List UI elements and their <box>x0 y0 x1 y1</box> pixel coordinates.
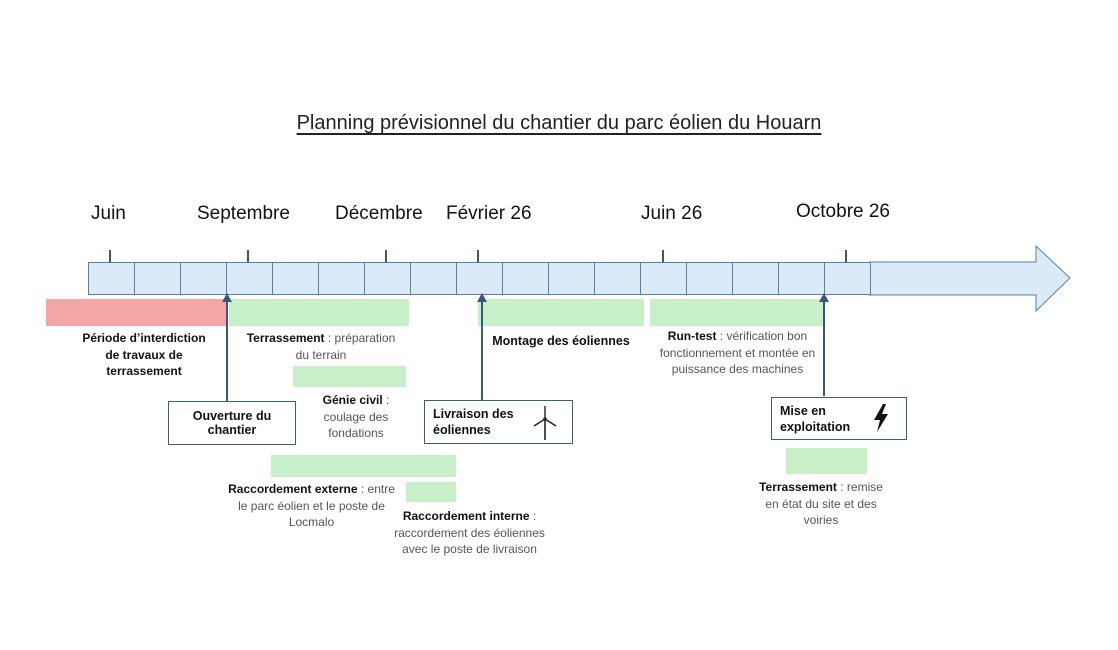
chart-title-text: Planning prévisionnel du chantier du parc éolien du Houarn <box>296 112 822 134</box>
month-label-octobre-26: Octobre 26 <box>796 201 890 222</box>
run-test-desc: : vérification bon fonctionnement et montée en puissance des machines <box>659 329 816 376</box>
month-tick <box>662 250 664 262</box>
run-test-label <box>655 328 820 378</box>
mise-en-exploitation-connector <box>823 302 825 396</box>
livraison-label: Livraison des éoliennes <box>433 407 514 437</box>
timeline-cell <box>364 262 411 295</box>
raccordement-interne-desc: : raccordement des éoliennes avec le poste de livraison <box>394 509 545 556</box>
genie-civil-title: Génie civil <box>322 393 383 407</box>
mise-en-exploitation-label: Mise en exploitation <box>780 403 851 434</box>
interdiction-label-text: Période d’interdiction de travaux de terrassement <box>82 331 206 378</box>
chart-title <box>0 112 1118 135</box>
genie-civil-label <box>300 392 412 442</box>
raccordement-externe-desc: : entre le parc éolien et le poste de Locmalo <box>238 482 395 529</box>
month-tick <box>845 250 847 262</box>
run-test-title: Run-test <box>667 329 717 343</box>
month-tick <box>385 250 387 262</box>
raccordement-externe-label <box>224 481 399 531</box>
interdiction-label <box>74 330 214 380</box>
raccordement-interne-label <box>382 508 557 558</box>
month-tick <box>247 250 249 262</box>
raccordement-interne-bar <box>406 482 456 502</box>
lightning-icon-svg <box>872 404 890 432</box>
terrassement-title: Terrassement <box>246 331 325 345</box>
lightning-icon <box>872 404 890 435</box>
month-label-juin: Juin <box>91 203 126 224</box>
mise-en-exploitation-arrowhead <box>819 293 829 302</box>
montage-bar <box>478 299 644 326</box>
timeline-cell <box>548 262 595 295</box>
month-label-juin-26: Juin 26 <box>641 203 703 224</box>
raccordement-interne-title: Raccordement interne <box>402 509 530 523</box>
timeline-arrow-shape <box>869 246 1070 311</box>
timeline-cell <box>824 262 871 295</box>
mise-en-exploitation-box <box>771 397 907 440</box>
montage-title: Montage des éoliennes <box>492 334 630 348</box>
timeline-cell <box>456 262 503 295</box>
livraison-box <box>424 400 573 444</box>
terrassement-final-bar <box>786 448 867 474</box>
terrassement-final-label <box>756 479 886 529</box>
timeline-cell <box>180 262 227 295</box>
terrassement-final-title: Terrassement <box>759 480 837 494</box>
timeline-cell <box>594 262 641 295</box>
interdiction-bar <box>46 299 227 326</box>
timeline-cell <box>640 262 687 295</box>
raccordement-externe-bar <box>271 455 456 477</box>
timeline-cell <box>410 262 457 295</box>
month-label-septembre: Septembre <box>197 203 290 224</box>
run-test-bar <box>650 299 823 326</box>
ouverture-label: Ouverture du chantier <box>192 409 272 437</box>
month-tick <box>109 250 111 262</box>
timeline-cell <box>686 262 733 295</box>
livraison-arrowhead <box>477 293 487 302</box>
livraison-connector <box>481 302 483 400</box>
ouverture-arrowhead <box>222 293 232 302</box>
timeline-cell <box>318 262 365 295</box>
timeline-cell <box>134 262 181 295</box>
ouverture-box <box>168 401 296 445</box>
terrassement-final-desc: : remise en état du site et des voiries <box>765 480 883 527</box>
wind-turbine-icon-svg <box>532 405 558 441</box>
terrassement-bar <box>229 299 409 326</box>
ouverture-connector <box>226 302 228 402</box>
month-label-fevrier-26: Février 26 <box>446 203 532 224</box>
timeline-cell <box>778 262 825 295</box>
wind-turbine-icon <box>532 405 558 444</box>
timeline-cell <box>272 262 319 295</box>
month-tick <box>477 250 479 262</box>
timeline-cell <box>502 262 549 295</box>
genie-civil-bar <box>293 366 406 387</box>
terrassement-desc: : préparation du terrain <box>295 331 396 362</box>
timeline-cell <box>88 262 135 295</box>
raccordement-externe-title: Raccordement externe <box>228 482 358 496</box>
timeline-cell <box>732 262 779 295</box>
timeline-cell <box>226 262 273 295</box>
genie-civil-desc: : coulage des fondations <box>323 393 390 440</box>
month-label-decembre: Décembre <box>335 203 423 224</box>
montage-label <box>486 333 636 350</box>
terrassement-label <box>240 330 402 363</box>
